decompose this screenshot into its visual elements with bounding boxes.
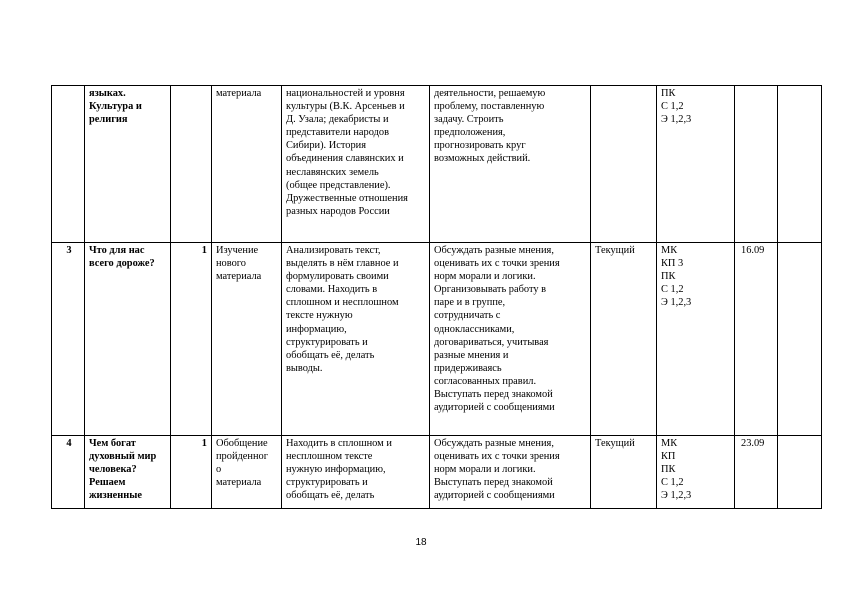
cell-uud bbox=[657, 86, 735, 243]
cell-date bbox=[735, 243, 778, 436]
page-number: 18 bbox=[415, 537, 427, 548]
cell-hours-text: 1 bbox=[201, 245, 207, 256]
cell-subject-results-text: национальностей и уровня культуры (В.К. Арсеньев и Д. Узала; декабристы и представители народов Сибири). История объединения славянских и неславянских земель (общее представление). Дружественные отношения разных народов России bbox=[286, 88, 408, 217]
cell-date bbox=[735, 436, 778, 509]
table-row bbox=[52, 436, 822, 509]
table-row bbox=[52, 243, 822, 436]
cell-subject-results-text: Анализировать текст, выделять в нём главное и формулировать своими словами. Находить в сплошном и несплошном тексте нужную информацию, структурировать и обобщать её, делать выводы. bbox=[286, 245, 399, 374]
cell-hours bbox=[171, 436, 212, 509]
cell-topic-text: Чем богат духовный мир человека? Решаем жизненные bbox=[89, 438, 157, 502]
cell-uud bbox=[657, 243, 735, 436]
cell-number bbox=[52, 86, 85, 243]
cell-meta-results-text: деятельности, решаемую проблему, поставленную задачу. Строить предположения, прогнозировать круг возможных действий. bbox=[434, 88, 546, 165]
cell-hours bbox=[171, 86, 212, 243]
cell-date-text: 16.09 bbox=[741, 245, 765, 256]
cell-control bbox=[591, 243, 657, 436]
cell-hours-text: 1 bbox=[201, 438, 207, 449]
cell-subject-results-text: Находить в сплошном и несплошном тексте нужную информацию, структурировать и обобщать её, делать bbox=[286, 438, 392, 502]
lesson-plan-table bbox=[51, 85, 822, 509]
cell-uud-text: МК КП 3 ПК С 1,2 Э 1,2,3 bbox=[661, 245, 692, 309]
cell-subject-results bbox=[282, 243, 430, 436]
cell-hours bbox=[171, 243, 212, 436]
cell-lesson-type-text: материала bbox=[216, 88, 262, 99]
cell-number-text: 3 bbox=[66, 245, 72, 256]
cell-date-text: 23.09 bbox=[741, 438, 765, 449]
cell-meta-results-text: Обсуждать разные мнения, оценивать их с точки зрения норм морали и логики. Организовывать работу в паре и в группе, сотрудничать с одноклассниками, договариваться, учитывая разные мнения и придерживаясь согласованных правил. Выступать перед знакомой аудиторией с сообщениями bbox=[434, 245, 560, 414]
cell-date bbox=[735, 86, 778, 243]
cell-control bbox=[591, 436, 657, 509]
cell-control-text: Текущий bbox=[595, 245, 635, 256]
cell-uud bbox=[657, 436, 735, 509]
cell-lesson-type bbox=[212, 436, 282, 509]
cell-meta-results bbox=[430, 86, 591, 243]
cell-lesson-type bbox=[212, 86, 282, 243]
cell-number-text: 4 bbox=[66, 438, 72, 449]
cell-number bbox=[52, 436, 85, 509]
cell-uud-text: ПК С 1,2 Э 1,2,3 bbox=[661, 88, 692, 126]
cell-meta-results bbox=[430, 243, 591, 436]
cell-number bbox=[52, 243, 85, 436]
cell-lesson-type-text: Обобщение пройденног о материала bbox=[216, 438, 268, 489]
cell-extra bbox=[778, 243, 822, 436]
cell-lesson-type bbox=[212, 243, 282, 436]
cell-uud-text: МК КП ПК С 1,2 Э 1,2,3 bbox=[661, 438, 692, 502]
cell-control bbox=[591, 86, 657, 243]
cell-topic bbox=[85, 86, 171, 243]
cell-extra bbox=[778, 436, 822, 509]
table-row bbox=[52, 86, 822, 243]
table-body bbox=[52, 86, 822, 509]
cell-topic bbox=[85, 436, 171, 509]
cell-subject-results bbox=[282, 86, 430, 243]
cell-meta-results bbox=[430, 436, 591, 509]
cell-control-text: Текущий bbox=[595, 438, 635, 449]
cell-extra bbox=[778, 86, 822, 243]
cell-topic-text: Что для нас всего дороже? bbox=[89, 245, 155, 270]
cell-lesson-type-text: Изучение нового материала bbox=[216, 245, 262, 283]
cell-meta-results-text: Обсуждать разные мнения, оценивать их с точки зрения норм морали и логики. Выступать перед знакомой аудиторией с сообщениями bbox=[434, 438, 560, 502]
cell-topic bbox=[85, 243, 171, 436]
cell-subject-results bbox=[282, 436, 430, 509]
cell-topic-text: языках. Культура и религия bbox=[89, 88, 142, 126]
